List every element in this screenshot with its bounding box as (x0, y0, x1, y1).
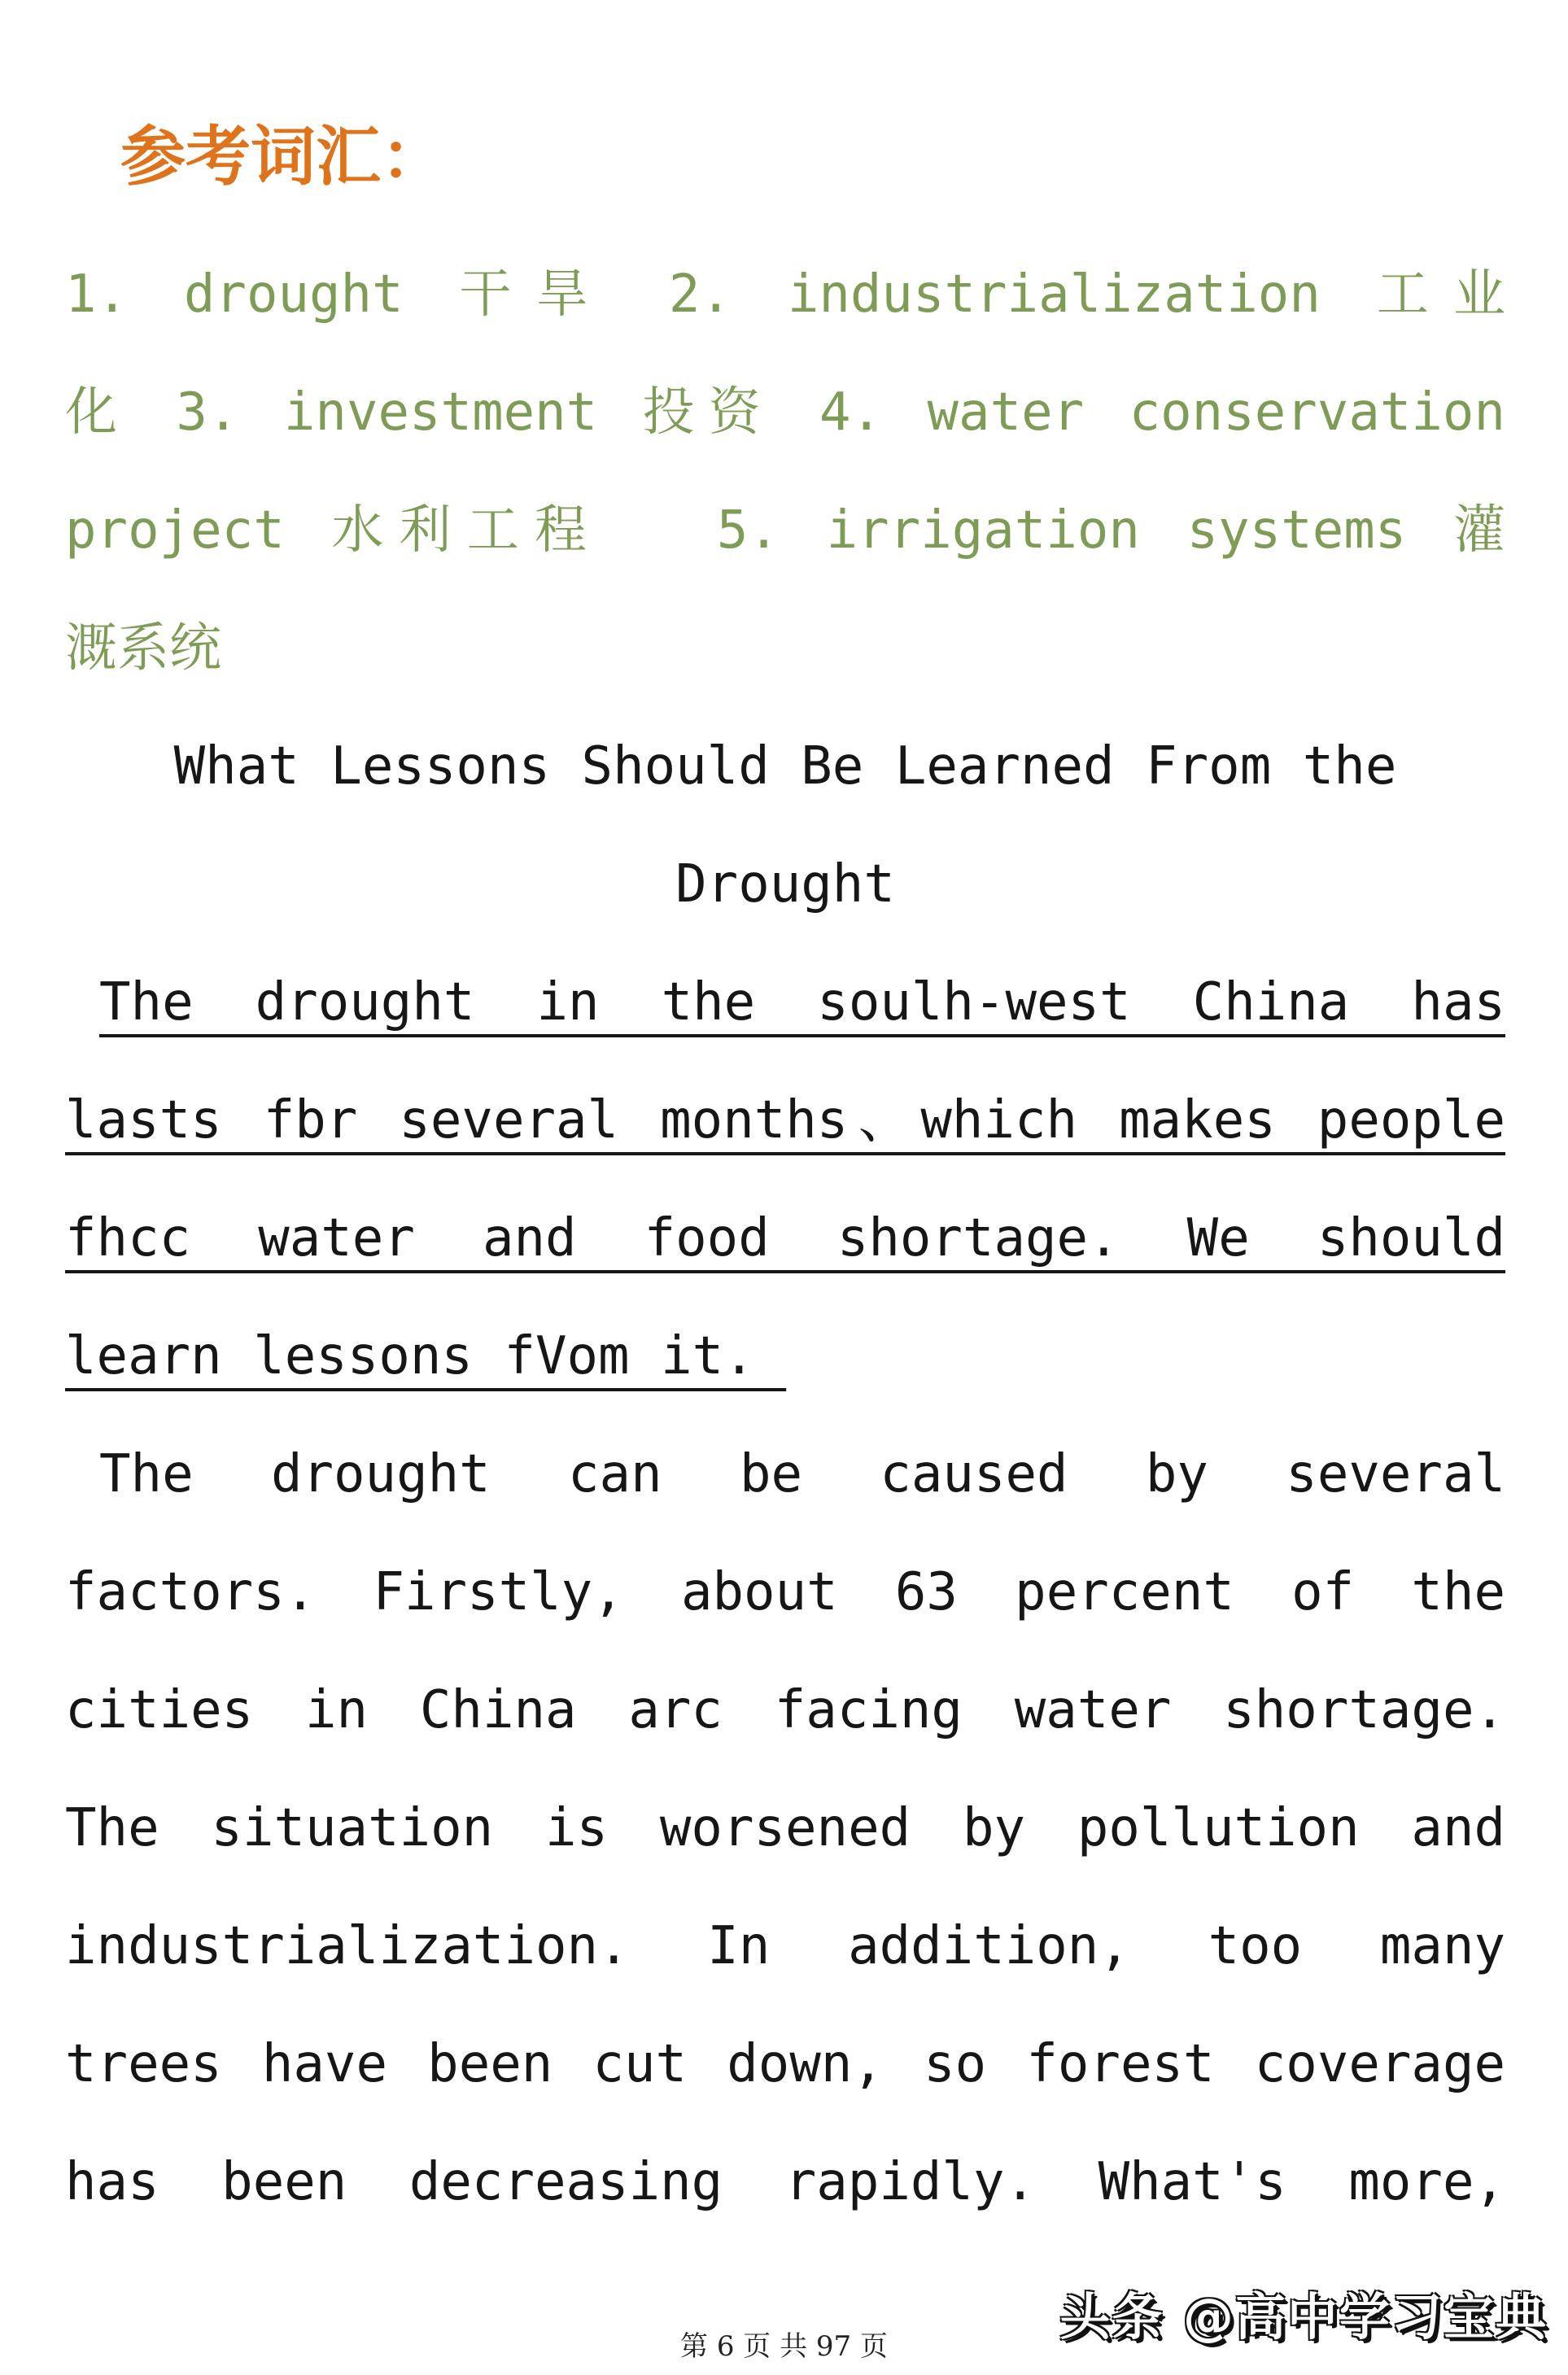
essay-title (65, 708, 1505, 944)
essay-line: The situation is worsened by pollution and (65, 1798, 1505, 1858)
underlined-text: learn lessons fVom it. (65, 1326, 787, 1386)
vocab-line: 1. drought 干旱 2. industrialization 工业 (65, 264, 1505, 325)
essay-line: industrialization. In addition, too many (65, 1916, 1505, 1976)
vocab-line: 溉系统 (65, 618, 221, 679)
essay-line (65, 1180, 1505, 1298)
vocab-line: 化 3. investment 投资 4. water conservation (65, 382, 1505, 443)
essay-title-line: Drought (675, 854, 895, 915)
essay-line: cities in China arc facing water shortage. (65, 1680, 1505, 1740)
essay-line: The drought can be caused by several (99, 1444, 1505, 1504)
essay-paragraph-underlined (65, 944, 1505, 1416)
page-number-indicator: 第 6 页 共 97 页 (680, 2330, 888, 2363)
essay-line: factors. Firstly, about 63 percent of the (65, 1562, 1505, 1622)
vocabulary-list (65, 236, 1505, 708)
essay-line: trees have been cut down, so forest coverage (65, 2034, 1505, 2094)
watermark-badge: 头条 @高中学习宝典 (1059, 2287, 1548, 2347)
underlined-text: lasts fbr several months、which makes people (65, 1090, 1505, 1150)
essay-paragraph-body (65, 1416, 1505, 2242)
underlined-text: The drought in the soulh-west China has (99, 972, 1505, 1033)
essay-line (65, 1062, 1505, 1180)
essay-line (65, 944, 1505, 1062)
reference-vocabulary-heading: 参考词汇： (120, 119, 446, 194)
essay-line (65, 1298, 1505, 1416)
essay-title-line: What Lessons Should Be Learned From the (173, 736, 1397, 797)
essay-line: has been decreasing rapidly. What's more, (65, 2152, 1505, 2212)
underlined-text: fhcc water and food shortage. We should (65, 1208, 1505, 1268)
vocab-line: project 水利工程 5. irrigation systems 灌 (65, 500, 1505, 561)
